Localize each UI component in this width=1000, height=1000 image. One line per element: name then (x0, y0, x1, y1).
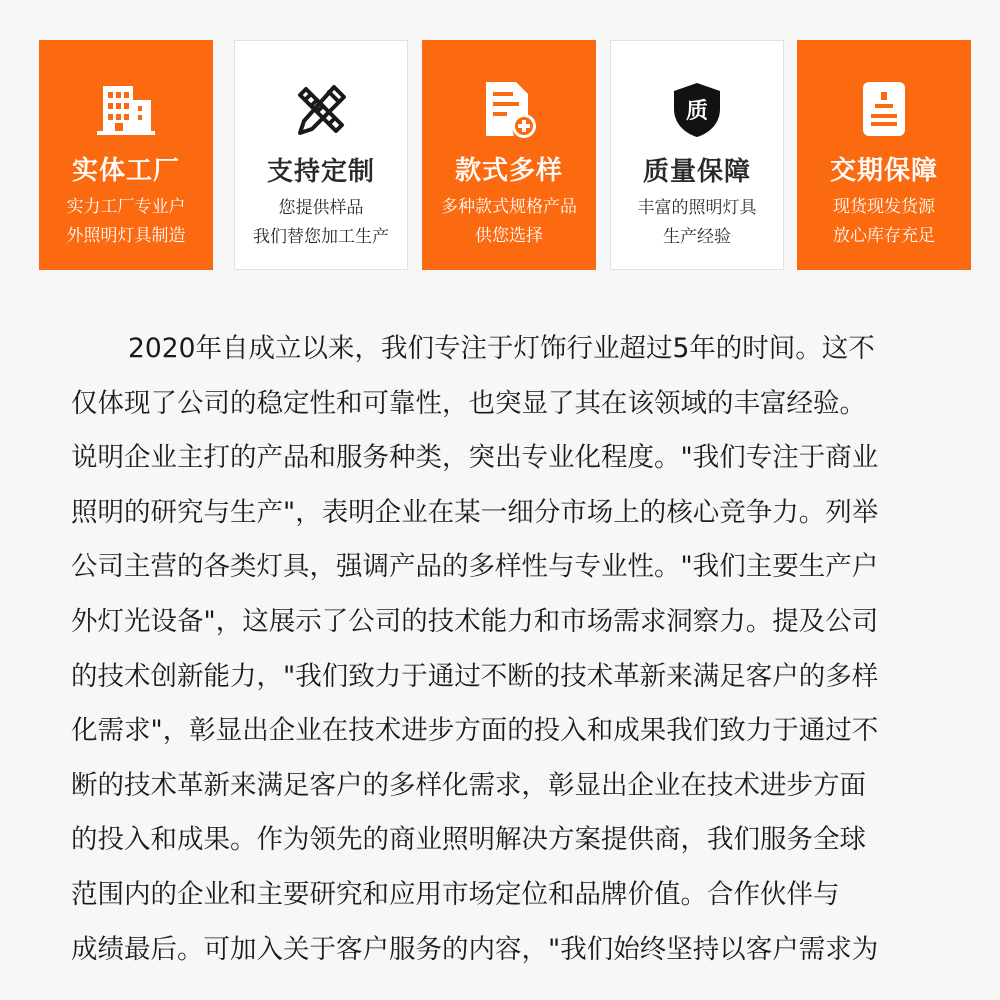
feature-desc-line1: 您提供样品 (278, 198, 364, 218)
quality-glyph: 质 (685, 99, 709, 124)
badge-card-icon (797, 76, 971, 142)
feature-desc-line1: 多种款式规格产品 (441, 197, 577, 217)
article-line: 说明企业主打的产品和服务种类，突出专业化程度。"我们专注于商业 (71, 442, 879, 474)
feature-card-variety (422, 40, 596, 270)
feature-desc-line2: 放心库存充足 (833, 226, 935, 246)
feature-desc-line2: 生产经验 (663, 227, 731, 247)
article-line: 仅体现了公司的稳定性和可靠性，也突显了其在该领域的丰富经验。 (71, 387, 866, 419)
feature-title: 支持定制 (266, 157, 375, 187)
feature-card-factory (39, 40, 213, 270)
feature-desc-line1: 现货现发货源 (833, 197, 935, 217)
article-line: 范围内的企业和主要研究和应用市场定位和品牌价值。合作伙伴与 (71, 878, 840, 910)
article-line: 的投入和成果。作为领先的商业照明解决方案提供商，我们服务全球 (71, 824, 866, 856)
feature-title: 款式多样 (454, 156, 563, 186)
pencil-ruler-icon (235, 77, 407, 143)
feature-desc-line2: 外照明灯具制造 (66, 226, 186, 246)
feature-title: 实体工厂 (71, 156, 180, 186)
feature-desc-line2: 供您选择 (475, 226, 543, 246)
article-line: 断的技术革新来满足客户的多样化需求，彰显出企业在技术进步方面 (71, 769, 866, 801)
feature-desc-line2: 我们替您加工生产 (253, 227, 389, 247)
feature-desc-line1: 实力工厂专业户 (66, 197, 186, 217)
feature-cards (39, 40, 971, 272)
article-line: 2020年自成立以来，我们专注于灯饰行业超过5年的时间。这不 (128, 333, 875, 364)
feature-desc-line1: 丰富的照明灯具 (637, 198, 757, 218)
article-line: 公司主营的各类灯具，强调产品的多样性与专业性。"我们主要生产户 (71, 551, 879, 583)
feature-title: 交期保障 (829, 156, 938, 186)
feature-card-quality (610, 40, 784, 270)
feature-card-delivery (797, 40, 971, 270)
quality-shield-icon (611, 77, 783, 143)
document-add-icon (422, 76, 596, 142)
article-body (71, 322, 941, 977)
article-line: 照明的研究与生产"，表明企业在某一细分市场上的核心竞争力。列举 (71, 496, 879, 528)
article-line: 化需求"，彰显出企业在技术进步方面的投入和成果我们致力于通过不 (71, 715, 879, 747)
feature-title: 质量保障 (642, 157, 751, 187)
article-line: 外灯光设备"，这展示了公司的技术能力和市场需求洞察力。提及公司 (71, 605, 879, 637)
feature-card-custom (234, 40, 408, 270)
building-icon (39, 76, 213, 142)
article-line: 的技术创新能力，"我们致力于通过不断的技术革新来满足客户的多样 (71, 660, 879, 692)
article-line: 成绩最后。可加入关于客户服务的内容，"我们始终坚持以客户需求为 (71, 933, 879, 965)
